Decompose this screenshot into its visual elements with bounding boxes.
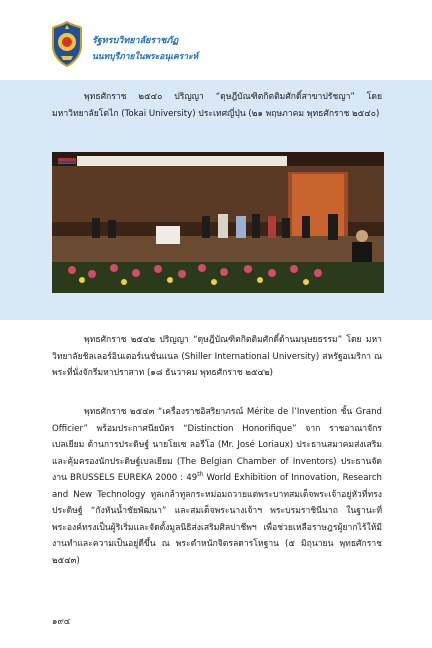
paragraph-2000-part2: World Exhibition of Innovation, Research and New Technology ทูลเกล้าทูลกระหม่อมถวายแด่พระบาทสมเด็จพระเจ้าอยู่หัวที่ทรงประดิษฐ์ “กังหันน้ำชัยพัฒนา” และสมเด็จพระนางเจ้าฯ พระบรมราชินีนาถ ในฐานะที่พระองค์ทรงเป็นผู้ริเริ่มและจัดตั้งมูลนิธิส่งเสริมศิลปาชีพฯ เพื่อช่วยเหลือราษฎรผู้ยากไร้ให้มีงานทำและความเป็นอยู่ดีขึ้น ณ พระตำหนักจิตรลดารโหฐาน (๕ มิถุนายน พุทธศักราช ๒๕๔๓): [52, 473, 383, 566]
ordinal-suffix: th: [197, 471, 204, 479]
paragraph-1997: พุทธศักราช ๒๕๔๐ ปริญญา “ดุษฎีบัณฑิตกิตติมศักดิ์สาขาปรัชญา” โดย มหาวิทยาลัยโตไก (Tokai University) ประเทศญี่ปุ่น (๒๑ พฤษภาคม พุทธศักราช ๒๕๔๐): [52, 92, 382, 119]
paragraph-2000-part1: พุทธศักราช ๒๕๔๓ “เครื่องราชอิสริยาภรณ์ Mérite de l’Invention ชั้น Grand Officier” พร้อมประกาศนียบัตร “Distinction Honorifique” จาก ราชอาณาจักรเบลเยียม ด้านการประดิษฐ์ นายโยเซ ลอรีโอ (Mr. José Loriaux) ประธานสมาคมส่งเสริมและคุ้มครองนักประดิษฐ์เบลเยียม (The Belgian Chamber of Inventors) ประธานจัดงาน BRUSSELS EUREKA 2000 : 49: [52, 407, 382, 483]
page-number: ๑๙๔: [52, 617, 71, 627]
header-title: รัฐทรบวิทยาลัยราชภัฏ: [92, 36, 179, 46]
header-subtitle: นนทบุรีภายในพระอนุเคราะห์: [92, 52, 199, 62]
paragraph-2000: [52, 404, 382, 569]
paragraph-1999: พุทธศักราช ๒๕๔๒ ปริญญา “ดุษฎีบัณฑิตกิตติมศักดิ์ด้านมนุษยธรรม” โดย มหาวิทยาลัยชิลเลอร์อินเตอร์เนชั่นแนล (Shiller International University) สหรัฐอเมริกา ณ พระที่นั่งจักรีมหาปราสาท (๑๘ ธันวาคม พุทธศักราช ๒๕๔๒): [52, 335, 382, 378]
page-header: [0, 0, 432, 74]
university-emblem-icon: [49, 20, 85, 68]
ceremony-photo: [52, 152, 384, 293]
